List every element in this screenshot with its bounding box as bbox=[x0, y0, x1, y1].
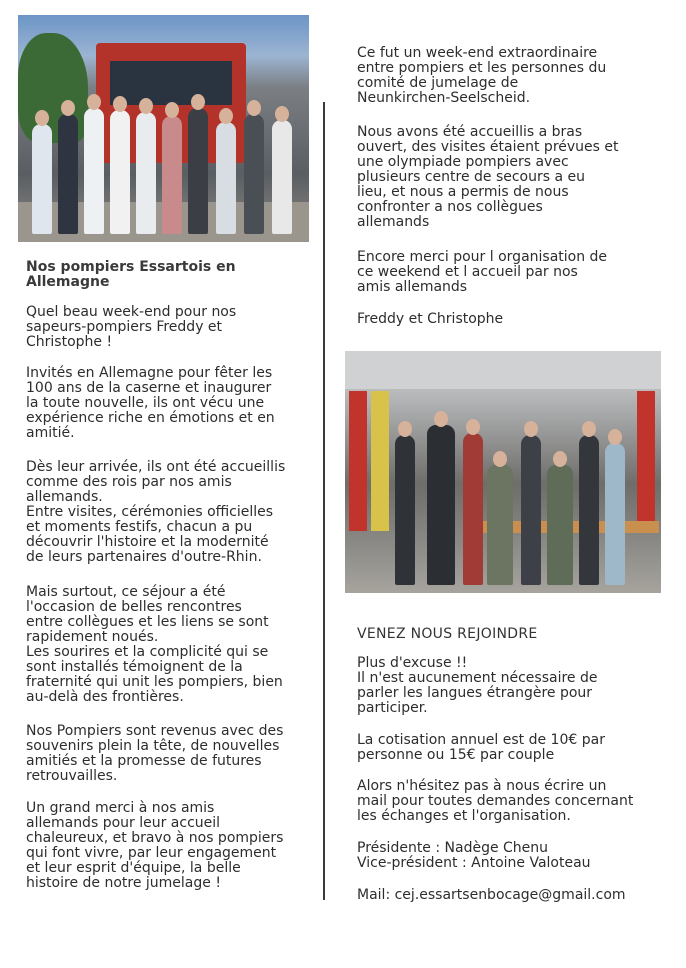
join-heading: VENEZ NOUS REJOINDRE bbox=[357, 626, 538, 642]
article-paragraph-6: Un grand merci à nos amis allemands pour leur accueil chaleureux, et bravo à nos pompiers qui font vivre, par leur engagement et leur esprit d'équipe, la belle histoire de notre jumelage ! bbox=[26, 800, 284, 891]
officers: Présidente : Nadège Chenu Vice-président : Antoine Valoteau bbox=[357, 840, 591, 871]
signature-names: Freddy et Christophe bbox=[357, 311, 504, 327]
right-paragraph-3: Encore merci pour l organisation de ce weekend et l accueil par nos amis allemands bbox=[357, 249, 608, 295]
article-paragraph-1: Quel beau week-end pour nos sapeurs-pompiers Freddy et Christophe ! bbox=[26, 304, 237, 350]
article-title: Nos pompiers Essartois en Allemagne bbox=[26, 259, 236, 290]
article-paragraph-4: Mais surtout, ce séjour a été l'occasion de belles rencontres entre collègues et les liens se sont rapidement noués. Les sourires et la complicité qui se sont installés témoignent de la fraternité qui unit les pompiers, bien au-delà des frontières. bbox=[26, 584, 283, 705]
join-paragraph-1: Plus d'excuse !! Il n'est aucunement nécessaire de parler les langues étrangère pour participer. bbox=[357, 655, 598, 716]
right-paragraph-1: Ce fut un week-end extraordinaire entre pompiers et les personnes du comité de jumelage de Neunkirchen-Seelscheid. bbox=[357, 45, 607, 106]
membership-fee: La cotisation annuel est de 10€ par personne ou 15€ par couple bbox=[357, 732, 605, 763]
ceiling-shape bbox=[345, 351, 661, 389]
article-paragraph-3: Dès leur arrivée, ils ont été accueillis comme des rois par nos amis allemands. Entre visites, cérémonies officielles et moments festifs, chacun a pu découvrir l'histoire et la modernité de leurs partenaires d'outre-Rhin. bbox=[26, 459, 286, 565]
group-photo-fire-truck bbox=[18, 15, 309, 242]
join-paragraph-3: Alors n'hésitez pas à nous écrire un mail pour toutes demandes concernant les échanges et l'organisation. bbox=[357, 778, 634, 824]
right-paragraph-2: Nous avons été accueillis a bras ouvert, des visites étaient prévues et une olympiade pompiers avec plusieurs centre de secours a eu lieu, et nous a permis de nous confronter a nos collègues allemands bbox=[357, 124, 619, 230]
contact-email[interactable]: Mail: cej.essartsenbocage@gmail.com bbox=[357, 887, 626, 903]
article-paragraph-2: Invités en Allemagne pour fêter les 100 ans de la caserne et inaugurer la toute nouvelle, ils ont vécu une expérience riche en émotions et en amitié. bbox=[26, 365, 275, 441]
column-divider bbox=[323, 102, 325, 900]
group-photo-locker-room bbox=[345, 351, 661, 593]
article-paragraph-5: Nos Pompiers sont revenus avec des souvenirs plein la tête, de nouvelles amitiés et la promesse de futures retrouvailles. bbox=[26, 723, 284, 784]
